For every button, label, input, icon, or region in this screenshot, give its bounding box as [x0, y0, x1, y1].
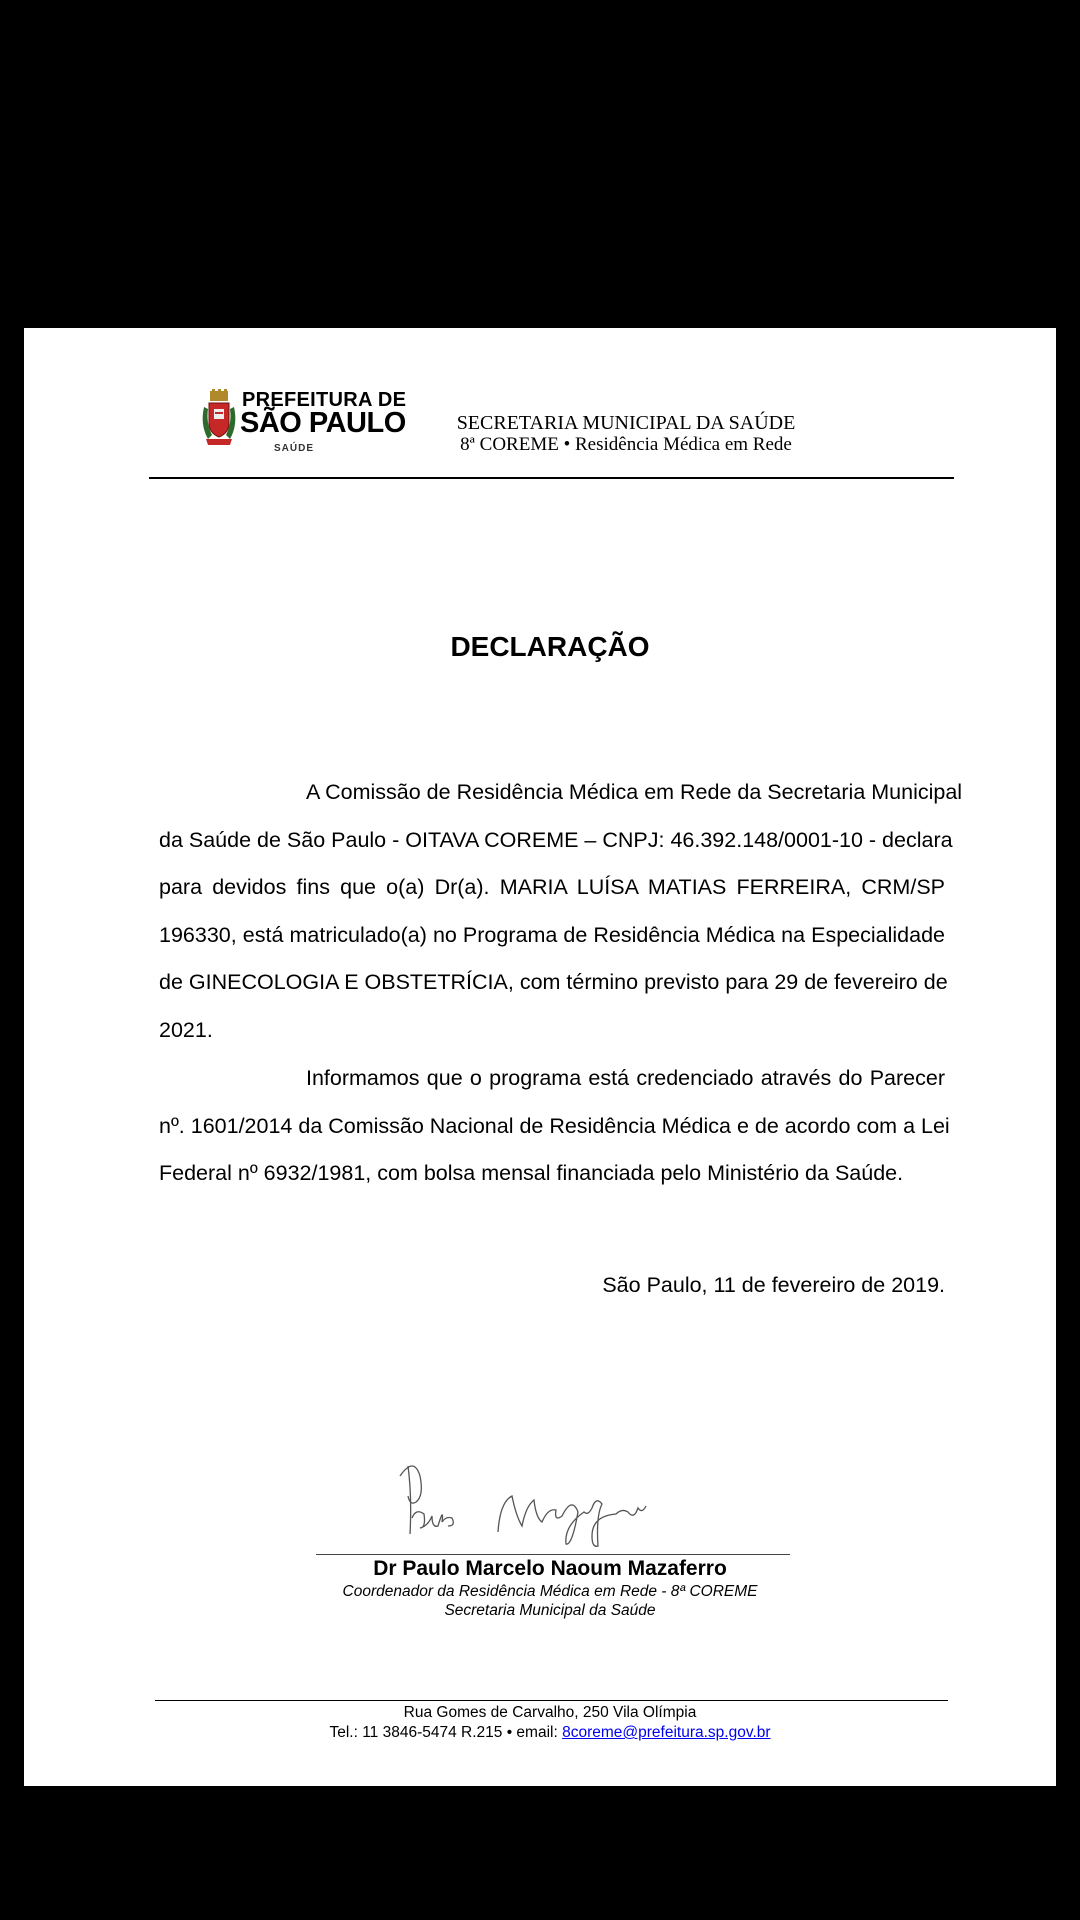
- text-line: Informamos que o programa está credenciado através do Parecer: [306, 1066, 945, 1090]
- email-link[interactable]: 8coreme@prefeitura.sp.gov.br: [562, 1724, 771, 1741]
- signature-line: [316, 1554, 790, 1555]
- paragraph-1: [159, 769, 963, 1055]
- signatory-role: Coordenador da Residência Médica em Rede - 8ª COREME: [342, 1583, 758, 1600]
- coat-of-arms-icon: [200, 389, 238, 451]
- org-name: SECRETARIA MUNICIPAL DA SAÚDE: [456, 412, 796, 434]
- signatory-department: Secretaria Municipal da Saúde: [444, 1602, 656, 1619]
- footer-divider: [155, 1700, 948, 1701]
- footer-address: Rua Gomes de Carvalho, 250 Vila Olímpia: [403, 1704, 697, 1721]
- document-title: DECLARAÇÃO: [450, 631, 650, 662]
- text-line: para devidos fins que o(a) Dr(a). MARIA LUÍSA MATIAS FERREIRA, CRM/SP: [159, 875, 945, 900]
- text-line: 196330, está matriculado(a) no Programa de Residência Médica na Especialidade: [159, 922, 945, 947]
- text-line: da Saúde de São Paulo - OITAVA COREME – CNPJ: 46.392.148/0001-10 - declara: [159, 827, 953, 852]
- org-subtitle: 8ª COREME • Residência Médica em Rede: [460, 434, 792, 455]
- document-date: São Paulo, 11 de fevereiro de 2019.: [602, 1273, 945, 1297]
- header-divider: [149, 477, 954, 479]
- text-line: Federal nº 6932/1981, com bolsa mensal financiada pelo Ministério da Saúde.: [159, 1161, 904, 1186]
- text-line: 2021.: [159, 1017, 213, 1042]
- text-line: de GINECOLOGIA E OBSTETRÍCIA, com término previsto para 29 de fevereiro de: [159, 970, 948, 995]
- paragraph-2: [159, 1055, 950, 1198]
- logo-line3: SAÚDE: [274, 443, 315, 454]
- handwritten-signature: [316, 1456, 790, 1556]
- logo-line2: SÃO PAULO: [240, 407, 406, 439]
- prefeitura-logo: [200, 389, 407, 459]
- logo-line1: PREFEITURA DE: [242, 389, 407, 411]
- text-line: A Comissão de Residência Médica em Rede da Secretaria Municipal: [306, 780, 963, 804]
- text-line: nº. 1601/2014 da Comissão Nacional de Residência Médica e de acordo com a Lei: [159, 1113, 950, 1138]
- document-page: [24, 328, 1056, 1786]
- signatory-name: Dr Paulo Marcelo Naoum Mazaferro: [373, 1557, 727, 1580]
- footer-phone: Tel.: 11 3846-5474 R.215 • email:: [329, 1724, 563, 1741]
- footer-contact: [24, 1724, 1076, 1742]
